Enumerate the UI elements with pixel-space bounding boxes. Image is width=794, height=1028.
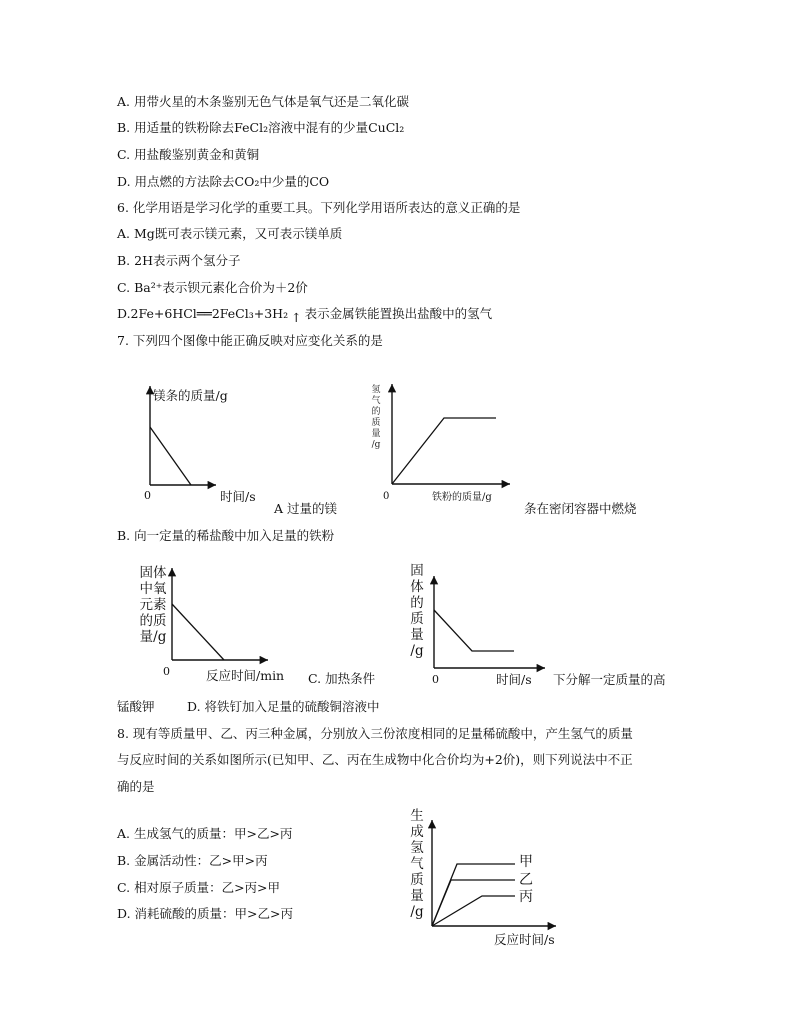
q6-option-b: B. 2H表示两个氢分子 [117, 253, 241, 268]
q7-caption-d: D. 将铁钉加入足量的硫酸铜溶液中 [187, 699, 380, 714]
q6-option-d-equation: D.2Fe+6HCl══2FeCl₃+3H₂ [117, 306, 289, 321]
q5-option-c: C. 用盐酸鉴别黄金和黄铜 [117, 147, 260, 162]
graph-d-origin: 0 [432, 673, 439, 686]
graph-a-origin: 0 [144, 489, 151, 502]
q8-series-yi-label: 乙 [519, 872, 533, 888]
q6-option-a: A. Mg既可表示镁元素，又可表示镁单质 [117, 226, 343, 241]
q7-caption-a1: A 过量的镁 [274, 501, 338, 516]
graph-b-origin: 0 [383, 491, 390, 502]
q8-stem-line1: 8. 现有等质量甲、乙、丙三种金属，分别放入三份浓度相同的足量稀硫酸中，产生氢气的质量 [117, 726, 633, 741]
graph-d-ylabel: 固 体 的 质 量 /g [410, 563, 424, 659]
q7-caption-b: B. 向一定量的稀盐酸中加入足量的铁粉 [117, 528, 335, 543]
q8-stem-line3: 确的是 [117, 779, 155, 794]
q8-xlabel: 反应时间/s [494, 932, 555, 947]
q8-series-bing-label: 丙 [519, 889, 533, 905]
gas-arrow-icon: ↑ [291, 310, 302, 325]
graph-c-origin: 0 [163, 665, 170, 678]
q7-stem: 7. 下列四个图像中能正确反映对应变化关系的是 [117, 333, 383, 348]
q7-caption-c1: C. 加热条件 [308, 671, 376, 686]
graph-b-ylabel: 氢 气 的 质 量 /g [371, 385, 381, 450]
graph-c-xlabel: 反应时间/min [206, 668, 285, 683]
q8-option-b: B. 金属活动性：乙>甲>丙 [117, 853, 268, 868]
q8-stem-line2: 与反应时间的关系如图所示(已知甲、乙、丙在生成物中化合价均为+2价)，则下列说法中不正 [117, 752, 633, 767]
graph-a-xlabel: 时间/s [220, 489, 256, 504]
q5-option-b: B. 用适量的铁粉除去FeCl₂溶液中混有的少量CuCl₂ [117, 120, 405, 135]
graph-d-xlabel: 时间/s [496, 672, 532, 687]
q8-ylabel: 生 成 氢 气 质 量 /g [410, 808, 424, 920]
q8-option-a: A. 生成氢气的质量：甲>乙>丙 [117, 826, 293, 841]
q5-option-a: A. 用带火星的木条鉴别无色气体是氧气还是二氧化碳 [117, 94, 409, 109]
graph-a-ylabel: 镁条的质量/g [153, 388, 228, 403]
q8-option-c: C. 相对原子质量：乙>丙>甲 [117, 880, 281, 895]
graph-b-xlabel: 铁粉的质量/g [432, 492, 492, 503]
q8-option-d: D. 消耗硫酸的质量：甲>乙>丙 [117, 906, 293, 921]
q5-option-d: D. 用点燃的方法除去CO₂中少量的CO [117, 174, 330, 189]
q6-option-c: C. Ba²⁺表示钡元素化合价为＋2价 [117, 280, 308, 295]
q7-caption-a2: 条在密闭容器中燃烧 [524, 501, 637, 516]
q6-stem: 6. 化学用语是学习化学的重要工具。下列化学用语所表达的意义正确的是 [117, 200, 521, 215]
q8-series-jia-label: 甲 [519, 854, 533, 870]
q7-caption-c3: 锰酸钾 [117, 699, 155, 714]
graph-c-ylabel: 固体 中氧 元素 的质 量/g [139, 565, 167, 645]
q8-series-bing-line [432, 896, 515, 926]
q6-option-d-text: 表示金属铁能置换出盐酸中的氢气 [304, 306, 493, 321]
q7-caption-c2: 下分解一定质量的高 [553, 672, 666, 687]
